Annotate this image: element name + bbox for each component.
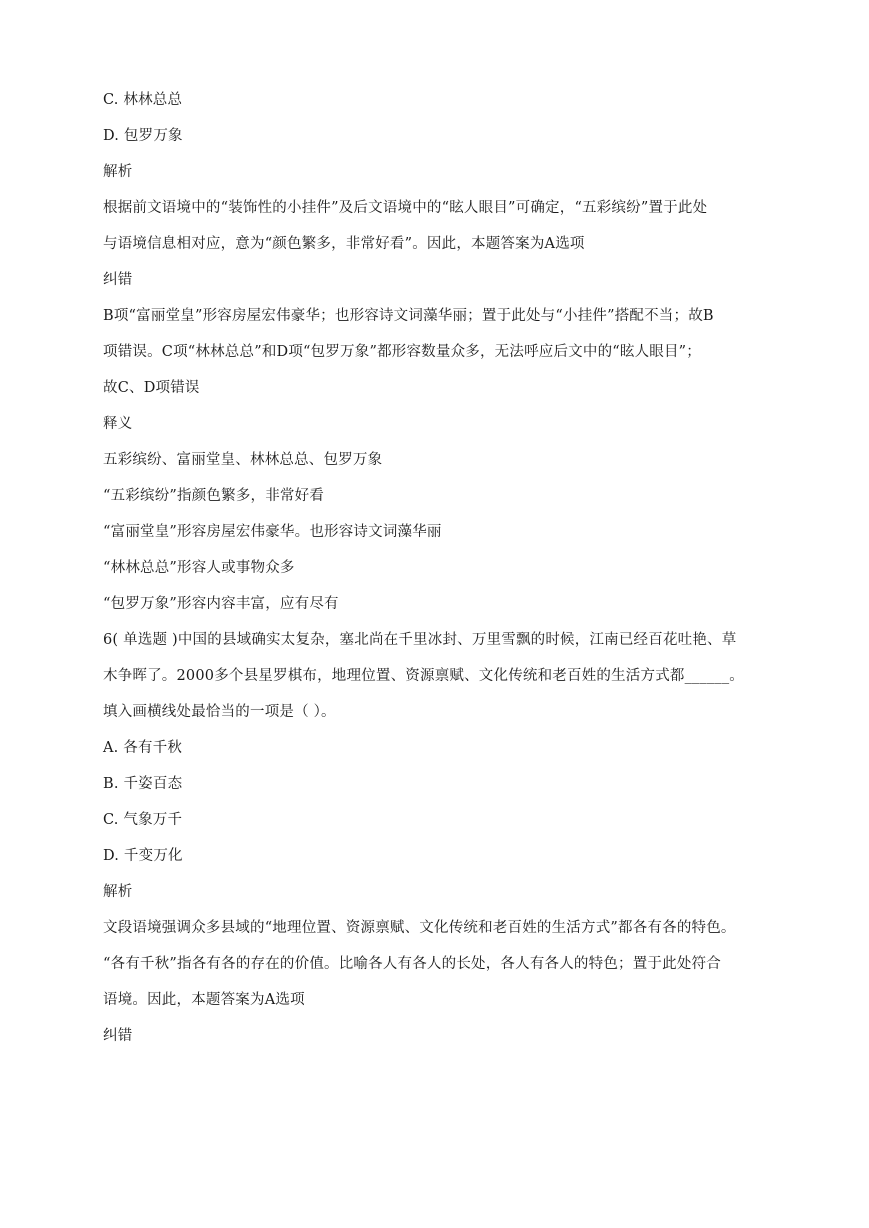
definition-item: “富丽堂皇”形容房屋宏伟豪华。也形容诗文词藻华丽 xyxy=(103,524,442,540)
analysis-heading: 解析 xyxy=(103,884,133,900)
correction-heading: 纠错 xyxy=(103,1028,133,1044)
definition-list: 五彩缤纷、富丽堂皇、林林总总、包罗万象 xyxy=(103,452,383,468)
definition-item: “林林总总”形容人或事物众多 xyxy=(103,560,295,576)
analysis-heading: 解析 xyxy=(103,164,133,180)
question-text: 木争晖了。2000多个县星罗棋布，地理位置、资源禀赋、文化传统和老百姓的生活方式都______。 xyxy=(103,668,744,684)
option-c: C. 林林总总 xyxy=(103,92,183,108)
option-b: B. 千姿百态 xyxy=(103,776,183,792)
correction-text: 故C、D项错误 xyxy=(103,380,200,396)
option-d: D. 包罗万象 xyxy=(103,128,183,144)
question-text: 6( 单选题 )中国的县域确实太复杂，塞北尚在千里冰封、万里雪飘的时候，江南已经百花吐艳、草 xyxy=(103,632,737,648)
correction-text: 项错误。C项“林林总总”和D项“包罗万象”都形容数量众多，无法呼应后文中的“眩人眼目”； xyxy=(103,344,701,360)
option-c: C. 气象万千 xyxy=(103,812,183,828)
definition-item: “包罗万象”形容内容丰富，应有尽有 xyxy=(103,596,339,612)
definition-item: “五彩缤纷”指颜色繁多，非常好看 xyxy=(103,488,325,504)
analysis-text: 与语境信息相对应，意为“颜色繁多，非常好看”。因此，本题答案为A选项 xyxy=(103,236,585,252)
question-prompt: 填入画横线处最恰当的一项是（ ）。 xyxy=(103,704,336,720)
option-d: D. 千变万化 xyxy=(103,848,183,864)
correction-heading: 纠错 xyxy=(103,272,133,288)
correction-text: B项“富丽堂皇”形容房屋宏伟豪华；也形容诗文词藻华丽；置于此处与“小挂件”搭配不当；故B xyxy=(103,308,714,324)
option-a: A. 各有千秋 xyxy=(103,740,183,756)
analysis-text: 语境。因此，本题答案为A选项 xyxy=(103,992,305,1008)
definition-heading: 释义 xyxy=(103,416,133,432)
analysis-text: 根据前文语境中的“装饰性的小挂件”及后文语境中的“眩人眼目”可确定，“五彩缤纷”置于此处 xyxy=(103,200,708,216)
analysis-text: “各有千秋”指各有各的存在的价值。比喻各人有各人的长处，各人有各人的特色；置于此处符合 xyxy=(103,956,721,972)
analysis-text: 文段语境强调众多县域的“地理位置、资源禀赋、文化传统和老百姓的生活方式”都各有各的特色。 xyxy=(103,920,736,936)
